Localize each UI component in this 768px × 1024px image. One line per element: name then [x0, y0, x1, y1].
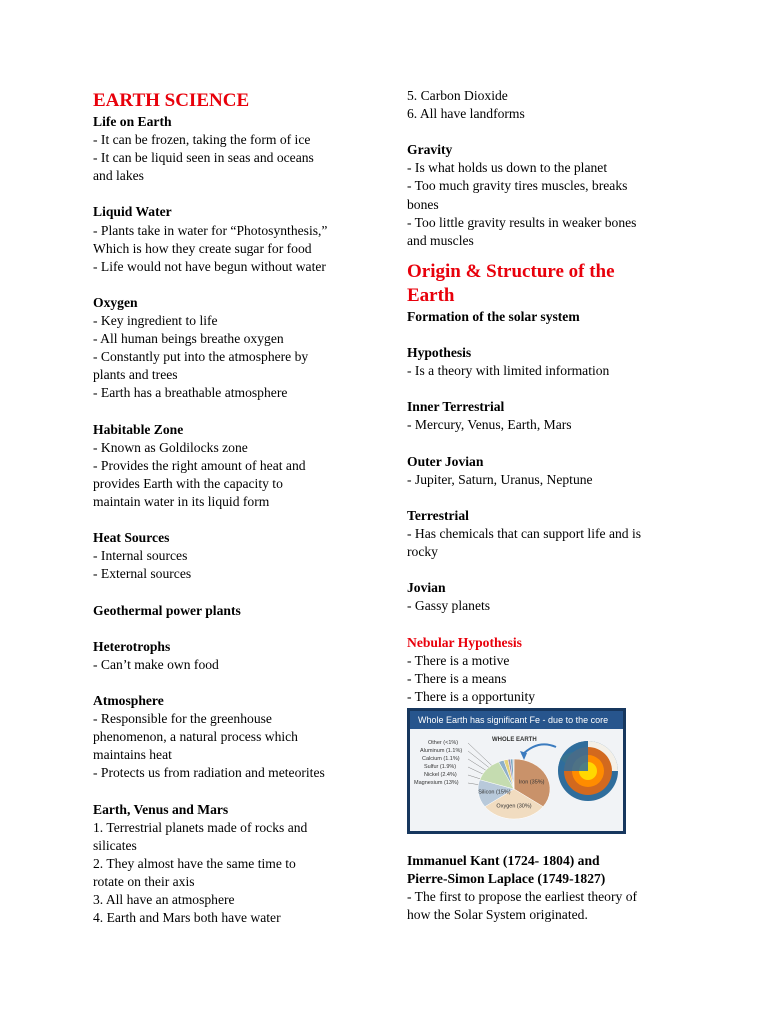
text-line: - There is a opportunity: [407, 688, 536, 704]
section-heading: Heat Sources: [93, 530, 170, 546]
figure-caption: WHOLE EARTH: [492, 736, 537, 743]
section-gravity: [407, 141, 689, 250]
text-line: - Is what holds us down to the planet: [407, 160, 608, 176]
section-atmosphere: [93, 692, 378, 782]
text-line: - Earth has a breathable atmosphere: [93, 385, 288, 401]
legend-item: Sulfur (1.9%): [424, 763, 457, 770]
text-line: - There is a means: [407, 670, 507, 686]
text-line: - Provides the right amount of heat and: [93, 457, 306, 473]
section-heading: Jovian: [407, 580, 446, 596]
text-line: 1. Terrestrial planets made of rocks and: [93, 819, 308, 835]
section-title-line: Earth: [407, 284, 455, 306]
left-column: [93, 87, 378, 927]
text-line: provides Earth with the capacity to: [93, 475, 283, 491]
section-nebular-hypothesis: [407, 634, 689, 706]
arrow-line: [522, 744, 556, 755]
slice-label: Oxygen (30%): [496, 803, 532, 810]
text-line: - Plants take in water for “Photosynthesis,”: [93, 222, 328, 238]
section-inner-terrestrial: [407, 398, 689, 434]
text-line: - Mercury, Venus, Earth, Mars: [407, 417, 572, 433]
text-line: - Known as Goldilocks zone: [93, 439, 248, 455]
section-heading: Immanuel Kant (1724- 1804) and: [407, 853, 600, 868]
section-life-on-earth: [93, 113, 378, 185]
text-line: phenomenon, a natural process which: [93, 729, 298, 745]
legend-item: Aluminum (1.1%): [420, 747, 463, 754]
section-habitable-zone: [93, 421, 378, 511]
text-line: - Constantly put into the atmosphere by: [93, 349, 309, 365]
text-line: silicates: [93, 837, 137, 853]
section-heading: Oxygen: [93, 294, 138, 310]
text-line: - It can be frozen, taking the form of ice: [93, 132, 311, 148]
text-line: - Protects us from radiation and meteorites: [93, 765, 325, 781]
section-heading: Habitable Zone: [93, 421, 184, 437]
earth-surface-quarter: [558, 741, 588, 771]
text-line: 6. All have landforms: [407, 106, 525, 122]
text-line: - Is a theory with limited information: [407, 363, 610, 379]
section-outer-jovian: [407, 453, 689, 489]
text-line: - It can be liquid seen in seas and oceans: [93, 150, 314, 166]
section-heading: Atmosphere: [93, 693, 164, 708]
section-heading: Outer Jovian: [407, 453, 484, 469]
text-line: - Too much gravity tires muscles, breaks: [407, 178, 628, 194]
section-hypothesis: [407, 344, 689, 380]
earth-composition-figure: [407, 708, 626, 834]
section-terrestrial: [407, 507, 689, 561]
origin-structure-title: [407, 260, 689, 308]
figure-banner: Whole Earth has significant Fe - due to the core: [410, 711, 623, 729]
text-line: - All human beings breathe oxygen: [93, 331, 284, 347]
section-heading: Heterotrophs: [93, 638, 171, 654]
section-heading: Inner Terrestrial: [407, 399, 505, 415]
text-line: rotate on their axis: [93, 873, 195, 889]
legend-item: Magnesium (13%): [414, 779, 459, 786]
section-heading: Earth, Venus and Mars: [93, 801, 229, 817]
subsection-heading: Formation of the solar system: [407, 308, 580, 324]
text-line: 4. Earth and Mars both have water: [93, 910, 281, 926]
right-column: [407, 87, 689, 924]
section-geothermal: [93, 602, 378, 620]
text-line: and lakes: [93, 168, 144, 184]
text-line: - Life would not have begun without water: [93, 258, 326, 274]
section-heading: Pierre-Simon Laplace (1749-1827): [407, 871, 606, 887]
continued-list: [407, 87, 689, 123]
section-kant-laplace: [407, 852, 689, 924]
text-line: how the Solar System originated.: [407, 907, 588, 923]
section-heading: Hypothesis: [407, 345, 472, 361]
section-heading: Terrestrial: [407, 507, 469, 523]
text-line: 3. All have an atmosphere: [93, 892, 235, 908]
section-heading: Gravity: [407, 142, 453, 158]
text-line: - Gassy planets: [407, 598, 491, 614]
legend-item: Nickel (2.4%): [424, 771, 457, 778]
section-title-line: Origin & Structure of the: [407, 260, 615, 282]
section-heat-sources: [93, 529, 378, 583]
figure-body: [410, 729, 623, 831]
section-heading: Life on Earth: [93, 114, 172, 129]
text-line: bones: [407, 196, 439, 212]
slice-label: Iron (35%): [518, 779, 545, 786]
text-line: - Too little gravity results in weaker bones: [407, 214, 637, 230]
section-earth-venus-mars: [93, 801, 378, 928]
section-heading: Geothermal power plants: [93, 602, 241, 618]
composition-pie-chart: [410, 729, 623, 831]
section-heading: Liquid Water: [93, 204, 172, 220]
text-line: 5. Carbon Dioxide: [407, 88, 508, 103]
section-jovian: [407, 579, 689, 615]
text-line: - The first to propose the earliest theory of: [407, 889, 638, 905]
legend-item: Calcium (1.1%): [422, 755, 460, 762]
text-line: - Responsible for the greenhouse: [93, 711, 272, 727]
section-oxygen: [93, 294, 378, 403]
section-heterotrophs: [93, 638, 378, 674]
legend-item: Other (<1%): [428, 739, 459, 746]
text-line: maintains heat: [93, 747, 172, 763]
text-line: 2. They almost have the same time to: [93, 855, 296, 871]
page-title: EARTH SCIENCE: [93, 90, 250, 111]
text-line: - Internal sources: [93, 548, 188, 564]
text-line: - External sources: [93, 566, 192, 582]
section-liquid-water: [93, 203, 378, 275]
text-line: - Has chemicals that can support life and is: [407, 525, 642, 541]
text-line: plants and trees: [93, 367, 178, 383]
text-line: rocky: [407, 544, 438, 560]
text-line: - Can’t make own food: [93, 656, 219, 672]
section-heading: Nebular Hypothesis: [407, 634, 522, 650]
text-line: Which is how they create sugar for food: [93, 240, 312, 256]
slice-label: Silicon (15%): [478, 789, 511, 796]
text-line: - There is a motive: [407, 652, 510, 668]
text-line: - Jupiter, Saturn, Uranus, Neptune: [407, 471, 593, 487]
text-line: and muscles: [407, 232, 474, 248]
text-line: - Key ingredient to life: [93, 313, 218, 329]
text-line: maintain water in its liquid form: [93, 493, 270, 509]
